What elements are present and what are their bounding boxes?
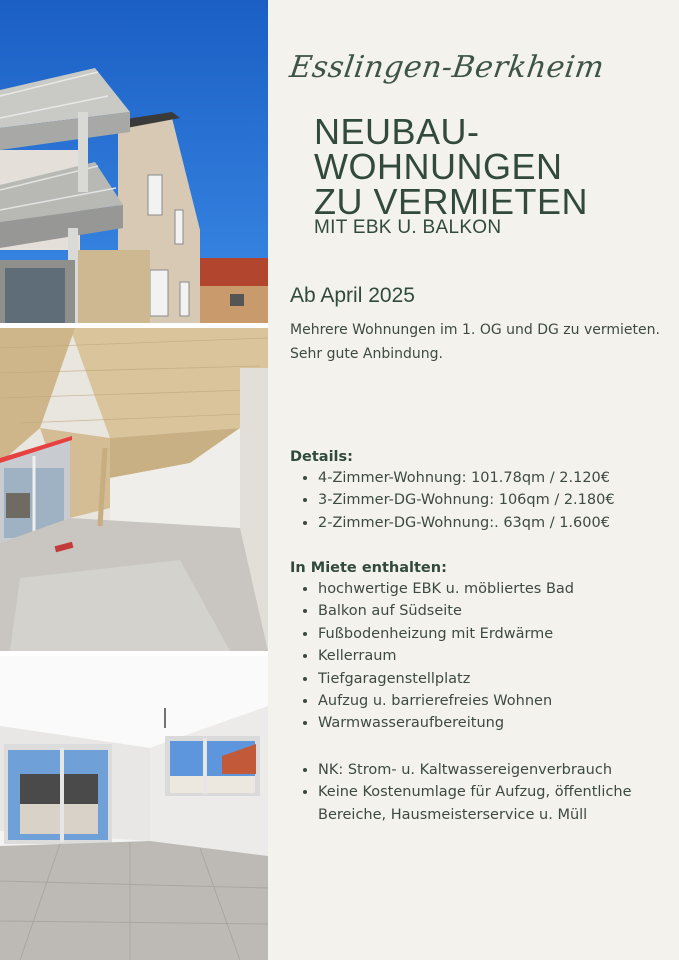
details-list xyxy=(290,467,675,534)
text-panel xyxy=(268,0,679,960)
list-item: • 3-Zimmer-DG-Wohnung: 106qm / 2.180€ xyxy=(318,489,675,511)
photo-building-exterior xyxy=(0,0,268,323)
headline-line-3: ZU VERMIETEN xyxy=(314,181,589,222)
included-list xyxy=(290,578,675,735)
list-item: • Fußbodenheizung mit Erdwärme xyxy=(318,623,675,645)
list-item: • 2-Zimmer-DG-Wohnung:. 63qm / 1.600€ xyxy=(318,512,675,534)
list-item: • Warmwasseraufbereitung xyxy=(318,712,675,734)
location-title: Esslingen-Berkheim xyxy=(287,50,607,85)
photo-attic-room xyxy=(0,328,268,651)
list-item: • Balkon auf Südseite xyxy=(318,600,675,622)
list-item: • Keine Kostenumlage für Aufzug, öffentliche Bereiche, Hausmeisterservice u. Müll xyxy=(318,781,675,826)
list-item: • hochwertige EBK u. möbliertes Bad xyxy=(318,578,675,600)
details-title: Details: xyxy=(290,449,353,465)
headline-line-2: WOHNUNGEN xyxy=(314,146,563,187)
nk-list xyxy=(290,759,675,826)
list-item: • Kellerraum xyxy=(318,645,675,667)
list-item: • Aufzug u. barrierefreies Wohnen xyxy=(318,690,675,712)
list-item: • Tiefgaragenstellplatz xyxy=(318,668,675,690)
headline-subline: MIT EBK U. BALKON xyxy=(314,217,502,238)
intro-text: Mehrere Wohnungen im 1. OG und DG zu vermieten. Sehr gute Anbindung. xyxy=(290,322,660,362)
list-item: • NK: Strom- u. Kaltwassereigenverbrauch xyxy=(318,759,675,781)
headline-line-1: NEUBAU- xyxy=(314,111,480,152)
nk-section xyxy=(290,759,675,826)
availability-date: Ab April 2025 xyxy=(290,284,415,307)
photo-living-room xyxy=(0,656,268,960)
photo-column xyxy=(0,0,268,960)
included-title: In Miete enthalten: xyxy=(290,560,447,576)
included-section xyxy=(290,560,675,735)
headline xyxy=(314,111,589,239)
list-item: • 4-Zimmer-Wohnung: 101.78qm / 2.120€ xyxy=(318,467,675,489)
details-section xyxy=(290,449,675,534)
